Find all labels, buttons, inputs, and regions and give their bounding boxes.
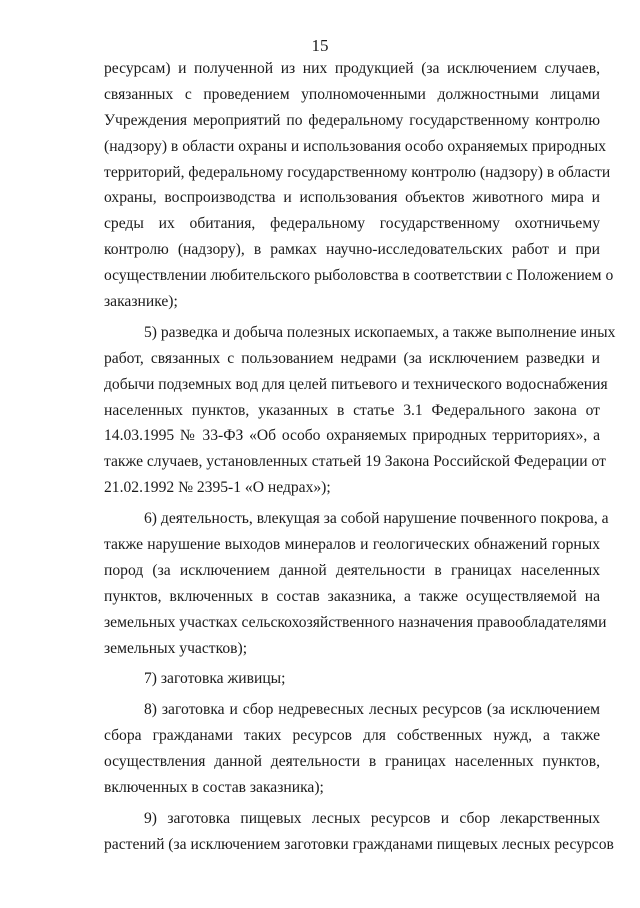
paragraph-item-6 bbox=[104, 506, 609, 661]
text-line: также случаев, установленных статьей 19 Закона Российской Федерации от bbox=[104, 453, 606, 471]
paragraph-item-5 bbox=[104, 320, 616, 501]
text-line: работ, связанных с пользованием недрами (за исключением разведки и bbox=[104, 349, 600, 367]
paragraph-continuation bbox=[104, 56, 614, 315]
text-line: пунктов, включенных в состав заказника, а также осуществляемой на bbox=[104, 587, 600, 605]
text-line: 7) заготовка живицы; bbox=[144, 670, 286, 688]
text-line: 21.02.1992 № 2395-1 «О недрах»); bbox=[104, 479, 331, 497]
paragraph-item-7 bbox=[104, 666, 600, 692]
text-line: ресурсам) и полученной из них продукцией (за исключением случаев, bbox=[104, 60, 600, 77]
paragraph-item-9 bbox=[104, 806, 614, 858]
text-line: пород (за исключением данной деятельности в границах населенных bbox=[104, 561, 600, 579]
paragraph-item-8 bbox=[104, 697, 600, 801]
page-number: 15 bbox=[311, 36, 329, 55]
text-line: также нарушение выходов минералов и геологических обнажений горных bbox=[104, 536, 600, 554]
text-line: 9) заготовка пищевых лесных ресурсов и сбор лекарственных bbox=[144, 809, 600, 827]
text-line: осуществлении любительского рыболовства в соответствии с Положением о bbox=[104, 267, 614, 285]
text-line: добычи подземных вод для целей питьевого и технического водоснабжения bbox=[104, 375, 608, 393]
text-line: населенных пунктов, указанных в статье 3.1 Федерального закона от bbox=[104, 401, 600, 419]
text-line: 14.03.1995 № 33-ФЗ «Об особо охраняемых природных территориях», а bbox=[104, 427, 600, 445]
text-line: 5) разведка и добыча полезных ископаемых, а также выполнение иных bbox=[144, 323, 616, 341]
text-line: Учреждения мероприятий по федеральному государственному контролю bbox=[104, 111, 600, 129]
text-line: включенных в состав заказника); bbox=[104, 779, 324, 797]
text-line: сбора гражданами таких ресурсов для собственных нужд, а также bbox=[104, 727, 600, 745]
text-line: контролю (надзору), в рамках научно-исследовательских работ и при bbox=[104, 241, 600, 259]
text-line: (надзору) в области охраны и использования особо охраняемых природных bbox=[104, 137, 607, 155]
text-line: территорий, федеральному государственному контролю (надзору) в области bbox=[104, 163, 611, 181]
text-line: 6) деятельность, влекущая за собой нарушение почвенного покрова, а bbox=[144, 510, 609, 528]
text-line: растений (за исключением заготовки гражданами пищевых лесных ресурсов bbox=[104, 835, 614, 853]
text-line: охраны, воспроизводства и использования объектов животного мира и bbox=[104, 189, 600, 207]
text-line: связанных с проведением уполномоченными должностными лицами bbox=[104, 85, 600, 103]
document-body bbox=[104, 56, 616, 858]
text-line: среды их обитания, федеральному государственному охотничьему bbox=[104, 215, 600, 233]
text-line: осуществления данной деятельности в границах населенных пунктов, bbox=[104, 753, 600, 771]
text-line: заказнике); bbox=[104, 293, 178, 311]
text-line: земельных участков); bbox=[104, 639, 248, 657]
text-line: земельных участках сельскохозяйственного назначения правообладателями bbox=[104, 613, 607, 631]
text-line: 8) заготовка и сбор недревесных лесных ресурсов (за исключением bbox=[144, 701, 600, 719]
